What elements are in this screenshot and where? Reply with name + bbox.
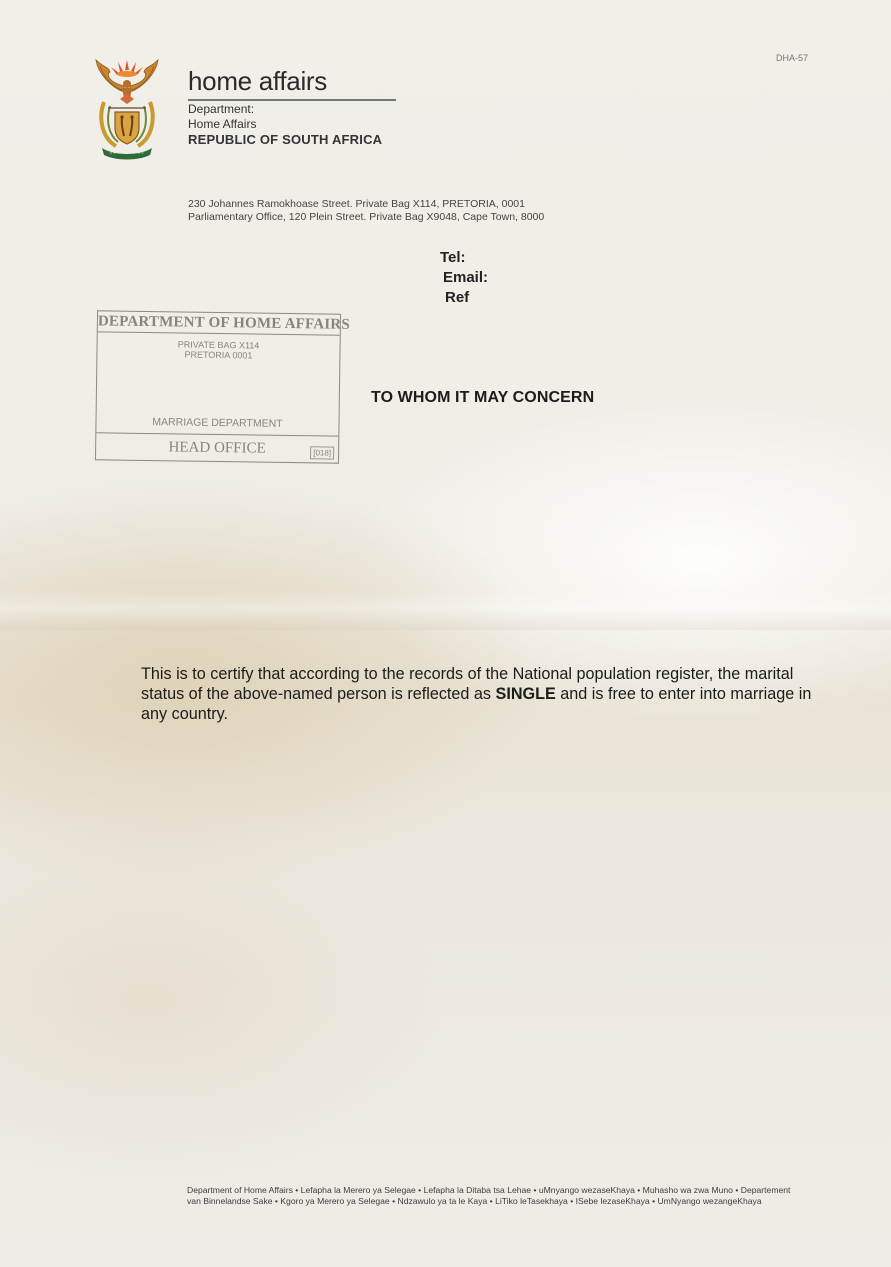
south-africa-coat-of-arms-icon bbox=[84, 52, 170, 162]
address-line-cape-town: Parliamentary Office, 120 Plein Street. Private Bag X9048, Cape Town, 8000 bbox=[188, 211, 545, 223]
address-line-pretoria: 230 Johannes Ramokhoase Street. Private Bag X114, PRETORIA, 0001 bbox=[188, 198, 525, 210]
form-code: DHA-57 bbox=[776, 53, 809, 63]
paper-fold-shadow bbox=[0, 590, 891, 630]
stamp-address bbox=[97, 338, 339, 361]
brand-divider bbox=[188, 99, 396, 101]
multilingual-footer bbox=[187, 1185, 790, 1207]
department-label: Department: bbox=[188, 102, 255, 116]
certification-text-part-2: and is free to enter into marriage in any country. bbox=[141, 685, 812, 723]
stamp-office bbox=[96, 432, 338, 462]
certification-paragraph bbox=[141, 664, 821, 724]
stamp-address-line-2: PRETORIA 0001 bbox=[184, 349, 253, 361]
stamp-office-label: HEAD OFFICE bbox=[168, 439, 266, 457]
office-address bbox=[188, 198, 544, 224]
footer-line-2: van Binnelandse Sake • Kgoro ya Merero ya Selegae • Ndzawulo ya ta le Kaya • LiTiko leTasekhaya • ISebe lezaseKhaya • UmNyango wezangeKhaya bbox=[187, 1196, 762, 1206]
certification-text-part-1: This is to certify that according to the records of the National population register, the marital status of the above-named person is reflected as bbox=[141, 665, 794, 703]
tel-label: Tel: bbox=[440, 249, 466, 266]
contact-block bbox=[440, 248, 488, 308]
stamp-address-line-1: PRIVATE BAG X114 bbox=[177, 339, 260, 351]
brand-title: home affairs bbox=[188, 66, 327, 96]
stamp-heading: DEPARTMENT OF HOME AFFAIRS bbox=[98, 311, 340, 335]
country-name: REPUBLIC OF SOUTH AFRICA bbox=[188, 132, 383, 147]
department-name: Home Affairs bbox=[188, 117, 257, 131]
ref-label: Ref bbox=[445, 289, 470, 306]
stamp-department: MARRIAGE DEPARTMENT bbox=[152, 416, 283, 430]
letterhead-brand bbox=[188, 66, 396, 146]
official-stamp bbox=[95, 310, 351, 463]
marital-status-value: SINGLE bbox=[495, 685, 556, 703]
salutation: TO WHOM IT MAY CONCERN bbox=[371, 389, 595, 406]
email-label: Email: bbox=[443, 269, 489, 286]
stamp-code: [018] bbox=[310, 446, 334, 459]
footer-line-1: Department of Home Affairs • Lefapha la Merero ya Selegae • Lefapha la Ditaba tsa Lehae • uMnyango wezaseKhaya • Muhasho wa zwa Muno • Departement bbox=[187, 1185, 791, 1195]
